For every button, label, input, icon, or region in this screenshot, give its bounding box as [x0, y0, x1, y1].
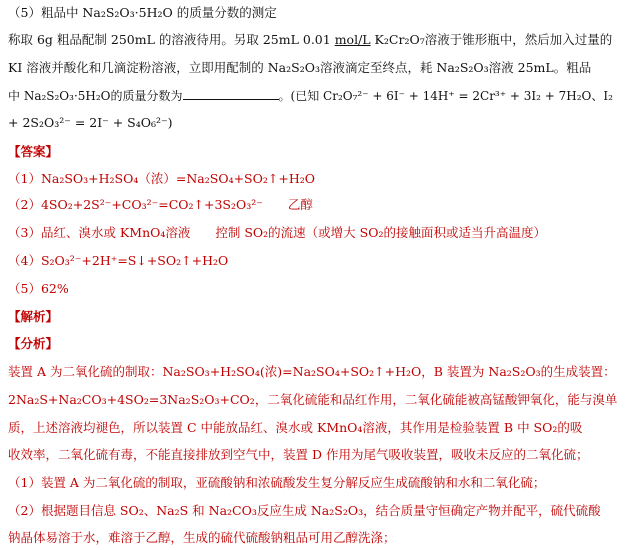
answer-2: （2）4SO₂+2S²⁻+CO₃²⁻=CO₂↑+3S₂O₃²⁻ 乙醇 [8, 197, 313, 212]
analysis-para-1: 装置 A 为二氧化硫的制取：Na₂SO₃+H₂SO₄(浓)=Na₂SO₄+SO₂↑+H₂O，B 装置为 Na₂S₂O₃的生成装置： [8, 364, 616, 379]
answer-heading: 【答案】 [8, 144, 59, 159]
analysis-para-3: 质，上述溶液均褪色，所以装置 C 中能放品红、溴水或 KMnO₄溶液，其作用是检验装置 B 中 SO₂的吸 [8, 420, 583, 435]
analysis-para-2: 2Na₂S+Na₂CO₃+4SO₂=3Na₂S₂O₃+CO₂，二氧化硫能和品红作用，二氧化硫能被高锰酸钾氧化，能与溴单 [8, 392, 618, 407]
question-line-1-a: 称取 6g 粗品配制 250mL 的溶液待用。另取 25mL 0.01 [8, 32, 335, 47]
analysis-heading: 【解析】 [8, 309, 59, 324]
question-line-1-b: K₂Cr₂O₇溶液于锥形瓶中，然后加入过量的 [370, 32, 613, 47]
answer-1: （1）Na₂SO₃+H₂SO₄（浓）=Na₂SO₄+SO₂↑+H₂O [8, 171, 315, 186]
unit-mol-per-l: mol/L [334, 32, 371, 47]
question-line-2: KI 溶液并酸化和几滴淀粉溶液，立即用配制的 Na₂S₂O₃溶液滴定至终点，耗 Na₂S₂O₃溶液 25mL。粗品 [8, 60, 592, 75]
analysis-para-4: 收效率，二氧化硫有毒，不能直接排放到空气中，装置 D 作用为尾气吸收装置，吸收未反应的二氧化硫； [8, 447, 589, 462]
question-line-3-b: 。(已知 Cr₂O₇²⁻ + 6I⁻ + 14H⁺ = 2Cr³⁺ + 3I₂ + 7H₂O、I₂ [278, 89, 613, 103]
question-line-4: + 2S₂O₃²⁻ = 2I⁻ + S₄O₆²⁻) [8, 115, 173, 130]
answer-3: （3）品红、溴水或 KMnO₄溶液 控制 SO₂的流速（或增大 SO₂的接触面积或适当升高温度） [8, 225, 546, 240]
question-line-3-a: 中 Na₂S₂O₃·5H₂O的质量分数为 [8, 89, 183, 103]
question-line-1 [8, 31, 612, 49]
analysis-para-6: （2）根据题目信息 SO₂、Na₂S 和 Na₂CO₃反应生成 Na₂S₂O₃，结合质量守恒确定产物并配平，硫代硫酸 [8, 503, 601, 518]
analysis-para-5: （1）装置 A 为二氧化硫的制取，亚硫酸钠和浓硫酸发生复分解反应生成硫酸钠和水和二氧化硫； [8, 475, 546, 490]
answer-4: （4）S₂O₃²⁻+2H⁺=S↓+SO₂↑+H₂O [8, 253, 229, 268]
answer-5: （5）62% [8, 281, 69, 296]
answer-blank [183, 87, 279, 100]
analysis-sub-heading: 【分析】 [8, 336, 59, 351]
question-title: （5）粗品中 Na₂S₂O₃·5H₂O 的质量分数的测定 [8, 5, 277, 20]
question-line-3 [8, 87, 613, 105]
analysis-para-7: 钠晶体易溶于水，难溶于乙醇，生成的硫代硫酸钠粗品可用乙醇洗涤； [8, 530, 396, 545]
